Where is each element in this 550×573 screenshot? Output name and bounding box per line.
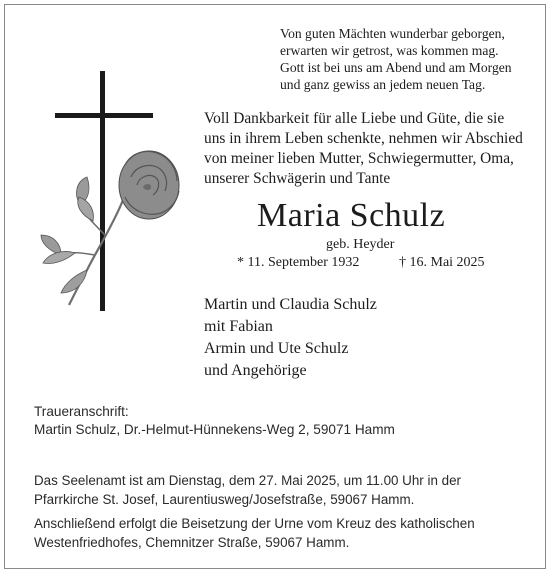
mourner-line: Martin und Claudia Schulz xyxy=(204,296,377,313)
address-value: Martin Schulz, Dr.-Helmut-Hünnekens-Weg 2, 59071 Hamm xyxy=(34,422,395,437)
poem-line: und ganz gewiss an jedem neuen Tag. xyxy=(280,77,486,92)
service-line: Pfarrkirche St. Josef, Laurentiusweg/Josefstraße, 59067 Hamm. xyxy=(34,492,415,507)
burial-info xyxy=(34,514,475,552)
poem-line: erwarten wir getrost, was kommen mag. xyxy=(280,43,499,58)
birth-date: * 11. September 1932 xyxy=(237,255,360,270)
thanks-line: Voll Dankbarkeit für alle Liebe und Güte, die sie xyxy=(204,110,505,127)
obituary-card xyxy=(4,4,546,569)
mourner-line: mit Fabian xyxy=(204,318,273,335)
maiden-name: geb. Heyder xyxy=(326,237,395,252)
poem-line: Von guten Mächten wunderbar geborgen, xyxy=(280,26,505,41)
poem-block xyxy=(280,25,512,93)
service-info xyxy=(34,471,461,509)
thanks-line: uns in ihrem Leben schenkte, nehmen wir Abschied xyxy=(204,130,523,147)
mourner-line: und Angehörige xyxy=(204,362,307,379)
address-label: Traueranschrift: xyxy=(34,404,129,419)
service-line: Das Seelenamt ist am Dienstag, dem 27. Mai 2025, um 11.00 Uhr in der xyxy=(34,473,461,488)
poem-line: Gott ist bei uns am Abend und am Morgen xyxy=(280,60,512,75)
cross-with-rose-image xyxy=(35,65,195,315)
burial-line: Anschließend erfolgt die Beisetzung der Urne vom Kreuz des katholischen xyxy=(34,516,475,531)
thanks-block xyxy=(204,109,523,189)
rose-icon xyxy=(41,151,179,305)
deceased-name: Maria Schulz xyxy=(257,197,446,234)
death-date: † 16. Mai 2025 xyxy=(399,255,485,270)
mourners-list xyxy=(204,294,377,382)
thanks-line: von meiner lieben Mutter, Schwiegermutter, Oma, xyxy=(204,150,514,167)
thanks-line: unserer Schwägerin und Tante xyxy=(204,170,391,187)
burial-line: Westenfriedhofes, Chemnitzer Straße, 59067 Hamm. xyxy=(34,535,350,550)
mourner-line: Armin und Ute Schulz xyxy=(204,340,349,357)
